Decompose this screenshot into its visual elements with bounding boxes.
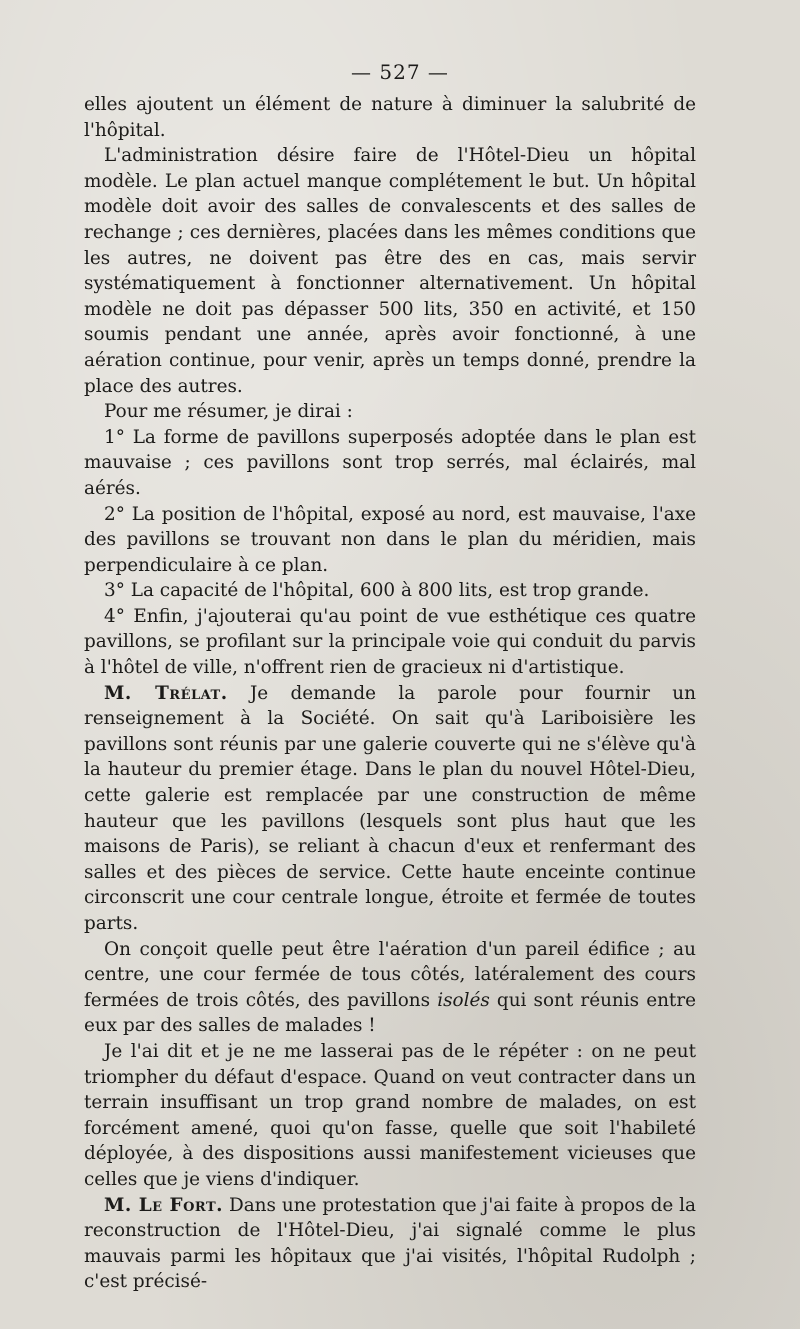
body-text — [84, 92, 696, 1295]
list-item — [84, 502, 696, 579]
list-item — [84, 578, 696, 604]
paragraph-text: 4° Enfin, j'ajouterai qu'au point de vue esthétique ces quatre pavillons, se profilant sur la principale voie qui conduit du parvis à l'hôtel de ville, n'offrent rien de gracieux ni d'artistique. — [84, 605, 696, 679]
paragraph-text: 1° La forme de pavillons superposés adoptée dans le plan est mauvaise ; ces pavillons sont trop serrés, mal éclairés, mal aérés. — [84, 426, 696, 499]
paragraph — [84, 937, 696, 1039]
paragraph — [84, 399, 696, 425]
speaker-paragraph — [84, 681, 696, 937]
list-item — [84, 425, 696, 502]
paragraph-text: elles ajoutent un élément de nature à diminuer la salubrité de l'hôpital. — [84, 94, 696, 141]
list-item — [84, 604, 696, 681]
paragraph-text: Pour me résumer, je dirai : — [104, 401, 353, 423]
paragraph-text: 3° La capacité de l'hôpital, 600 à 800 lits, est trop grande. — [104, 580, 650, 602]
paragraph-text: L'administration désire faire de l'Hôtel-Dieu un hôpital modèle. Le plan actuel manque complétement le but. Un hôpital modèle doit avoir des salles de convalescents et des salles de rechange ; ces dernières, placées dans les mêmes conditions que les autres, ne doivent pas être des en cas, mais servir systématiquement à fonctionner alternativement. Un hôpital modèle ne doit pas dépasser 500 lits, 350 en activité, et 150 soumis pendant une année, après avoir fonctionné, à une aération continue, pour venir, après un temps donné, prendre la place des autres. — [84, 145, 696, 397]
paragraph-text: 2° La position de l'hôpital, exposé au nord, est mauvaise, l'axe des pavillons se trouvant non dans le plan du méridien, mais perpendiculaire à ce plan. — [84, 503, 696, 576]
paragraph — [84, 1039, 696, 1193]
speaker-paragraph — [84, 1193, 696, 1295]
paragraph-text: On conçoit quelle peut être l'aération d'un pareil édifice ; au centre, une cour fermée de tous côtés, latéralement des cours fermées de trois côtés, des pavillons — [84, 938, 696, 1011]
paragraph-text: Je demande la parole pour fournir un renseignement à la Société. On sait qu'à Lariboisière les pavillons sont réunis par une galerie couverte qui ne s'élève qu'à la hauteur du premier étage. Dans le plan du nouvel Hôtel-Dieu, cette galerie est remplacée par une construction de même hauteur que les pavillons (lesquels sont plus haut que les maisons de Paris), se reliant à chacun d'eux et renfermant des salles et des pièces de service. Cette haute enceinte continue circonscrit une cour centrale longue, étroite et fermée de toutes parts. — [84, 682, 696, 934]
paragraph — [84, 92, 696, 143]
speaker-name: M. Le Fort. — [104, 1194, 224, 1216]
paragraph-text: Dans une protestation que j'ai faite à propos de la reconstruction de l'Hôtel-Dieu, j'ai signalé comme le plus mauvais parmi les hôpitaux que j'ai visités, l'hôpital Rudolph ; c'est précisé- — [84, 1194, 696, 1293]
page-number: — 527 — — [351, 60, 449, 84]
paragraph-text: Je l'ai dit et je ne me lasserai pas de le répéter : on ne peut triompher du défaut d'espace. Quand on veut contracter dans un terrain insuffisant un trop grand nombre de malades, on est forcément amené, quoi qu'on fasse, quelle que soit l'habileté déployée, à des dispositions aussi manifestement vicieuses que celles que je viens d'indiquer. — [84, 1040, 696, 1190]
emphasis-text: isolés — [437, 989, 490, 1011]
paragraph-text: qui sont réunis entre eux par des salles de malades ! — [84, 989, 696, 1037]
speaker-name: M. Trélat. — [104, 682, 228, 704]
paragraph — [84, 143, 696, 399]
